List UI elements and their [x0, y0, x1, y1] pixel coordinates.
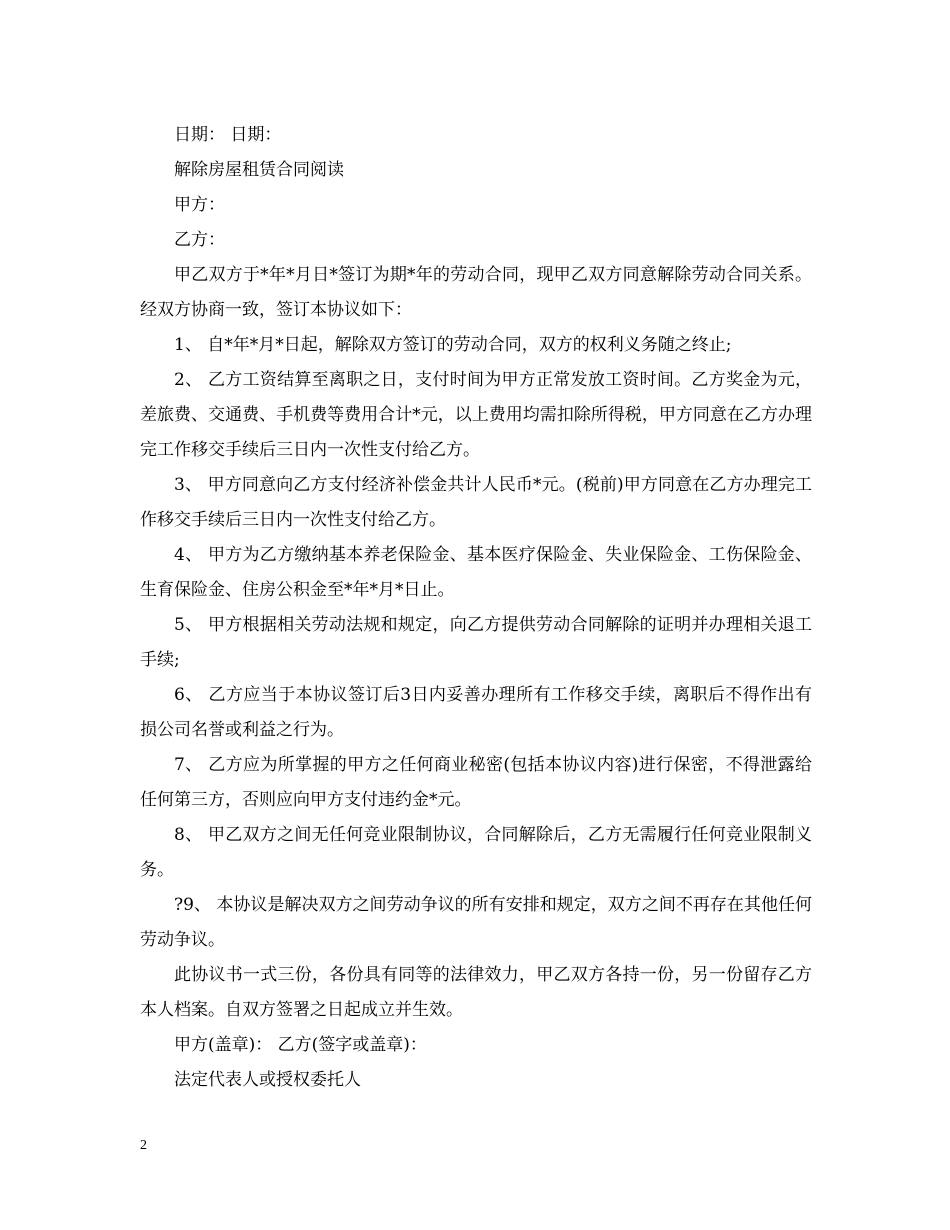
party-a-line: 甲方： — [174, 195, 225, 215]
clause-5: 5、 甲方根据相关劳动法规和规定，向乙方提供劳动合同解除的证明并办理相关退工手续; — [140, 615, 812, 670]
clause-8: 8、 甲乙双方之间无任何竞业限制协议，合同解除后，乙方无需履行任何竞业限制义务。 — [140, 825, 812, 880]
clause-6: 6、 乙方应当于本协议签订后3日内妥善办理所有工作移交手续，离职后不得作出有损公司名誉或利益之行为。 — [140, 685, 812, 740]
signature-line: 甲方(盖章)： 乙方(签字或盖章)： — [174, 1035, 427, 1055]
clause-7: 7、 乙方应为所掌握的甲方之任何商业秘密(包括本协议内容)进行保密，不得泄露给任何第三方，否则应向甲方支付违约金*元。 — [140, 755, 812, 810]
representative-line: 法定代表人或授权委托人 — [174, 1070, 361, 1090]
clause-4: 4、 甲方为乙方缴纳基本养老保险金、基本医疗保险金、失业保险金、工伤保险金、生育保险金、住房公积金至*年*月*日止。 — [140, 545, 812, 600]
document-body — [140, 118, 812, 1098]
clause-2: 2、 乙方工资结算至离职之日，支付时间为甲方正常发放工资时间。乙方奖金为元，差旅费、交通费、手机费等费用合计*元，以上费用均需扣除所得税，甲方同意在乙方办理完工作移交手续后三日内一次性支付给乙方。 — [140, 370, 812, 460]
date-line: 日期： 日期： — [174, 125, 282, 145]
document-title: 解除房屋租赁合同阅读 — [174, 160, 344, 180]
clause-1: 1、 自*年*月*日起，解除双方签订的劳动合同，双方的权利义务随之终止; — [174, 335, 732, 355]
party-b-line: 乙方： — [174, 230, 225, 250]
page-number: 2 — [140, 1138, 147, 1153]
clause-3: 3、 甲方同意向乙方支付经济补偿金共计人民币*元。(税前)甲方同意在乙方办理完工作移交手续后三日内一次性支付给乙方。 — [140, 475, 812, 530]
preamble-paragraph: 甲乙双方于*年*月日*签订为期*年的劳动合同，现甲乙双方同意解除劳动合同关系。经双方协商一致，签订本协议如下： — [140, 265, 812, 320]
copies-paragraph: 此协议书一式三份，各份具有同等的法律效力，甲乙双方各持一份，另一份留存乙方本人档案。自双方签署之日起成立并生效。 — [140, 965, 812, 1020]
clause-9: ?9、 本协议是解决双方之间劳动争议的所有安排和规定，双方之间不再存在其他任何劳动争议。 — [140, 895, 812, 950]
